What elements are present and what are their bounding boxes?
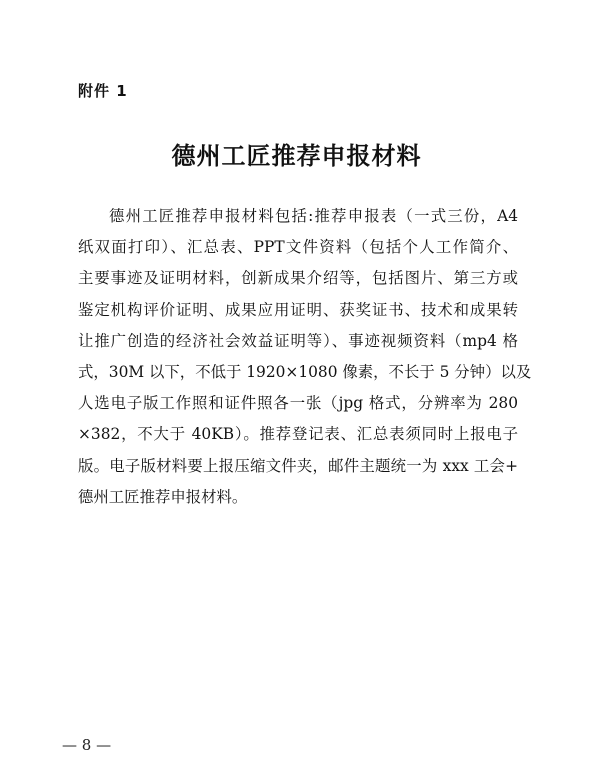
body-line: 德州工匠推荐申报材料。 <box>78 487 248 506</box>
body-line: 德州工匠推荐申报材料包括:推荐申报表（一式三份，A4 <box>109 207 518 225</box>
body-line: 鉴定机构评价证明、成果应用证明、获奖证书、技术和成果转 <box>78 300 518 319</box>
document-title: 德州工匠推荐申报材料 <box>171 141 422 170</box>
body-line: 人选电子版工作照和证件照各一张（jpg 格式，分辨率为 280 <box>78 394 518 413</box>
attachment-label: 附件 1 <box>78 82 128 100</box>
body-line: 式，30M 以下，不低于 1920×1080 像素，不长于 5 分钟）以及 <box>78 363 532 382</box>
body-line: 纸双面打印）、汇总表、PPT文件资料（包括个人工作简介、 <box>78 238 518 257</box>
page-number: — 8 — <box>62 736 112 754</box>
body-line: 主要事迹及证明材料，创新成果介绍等，包括图片、第三方或 <box>78 269 518 288</box>
body-line: 让推广创造的经济社会效益证明等）、事迹视频资料（mp4 格 <box>78 331 518 350</box>
body-line: 版。电子版材料要上报压缩文件夹，邮件主题统一为 xxx 工会+ <box>78 456 518 475</box>
body-line: ×382，不大于 40KB）。推荐登记表、汇总表须同时上报电子 <box>78 425 518 444</box>
body-paragraph <box>78 201 532 513</box>
